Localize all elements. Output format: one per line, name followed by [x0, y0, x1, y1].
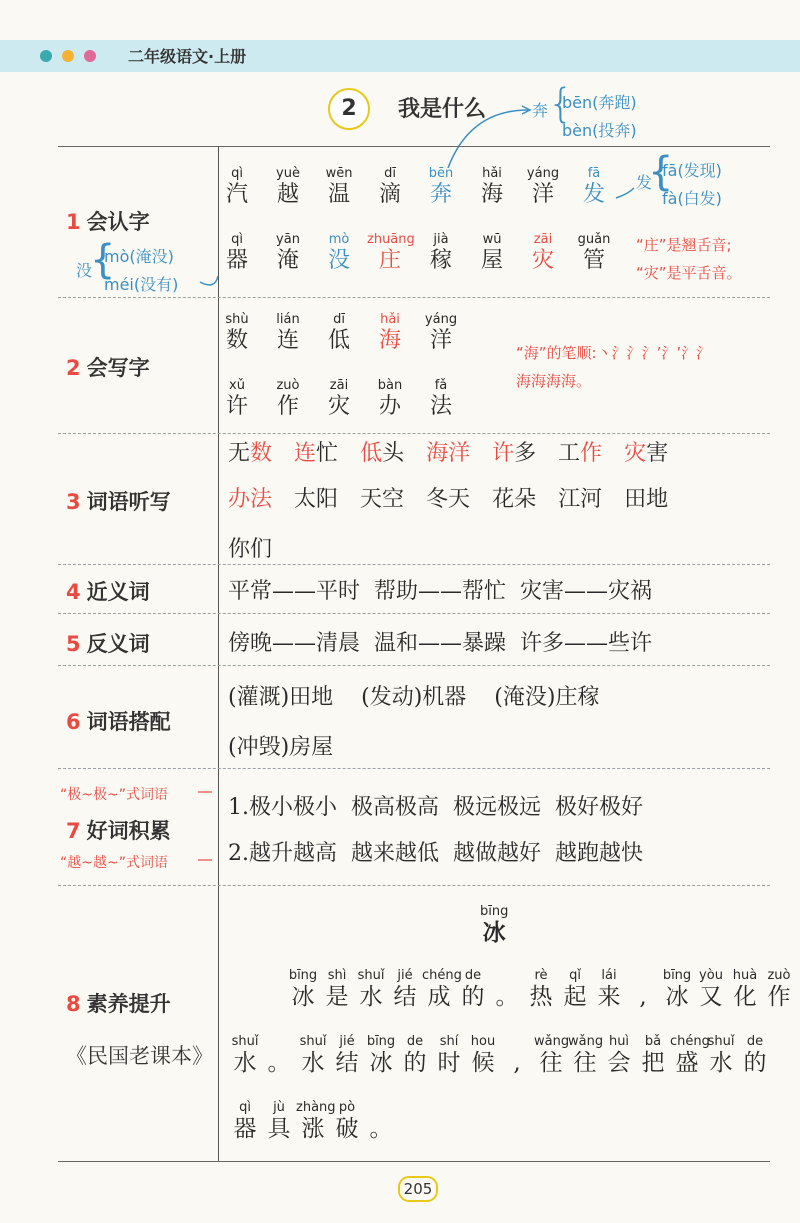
dictation-word: 花朵 [492, 487, 537, 512]
hanzi: 没 [327, 248, 350, 273]
dictation-word: 数 [250, 441, 273, 466]
pinyin: yān [276, 232, 300, 247]
character-card [418, 378, 464, 420]
character-card [316, 232, 362, 274]
hanzi: 。 [495, 984, 519, 1010]
dictation-word: 低 [360, 441, 383, 466]
dictation-word: 无 [228, 441, 251, 466]
pinyin [490, 968, 524, 983]
tone-note-line1: “庄”是翘舌音; [636, 236, 732, 254]
passage-character [568, 1034, 602, 1077]
pinyin: chéng [670, 1034, 710, 1049]
character-card [469, 232, 515, 274]
passage-character [286, 968, 320, 1011]
reading-line2 [228, 1034, 772, 1077]
reading-title: bīng 冰 [480, 904, 509, 946]
pinyin: shuǐ [357, 968, 385, 983]
hanzi: 起 [563, 984, 587, 1010]
dictation-word: 多 [514, 441, 537, 466]
passage-character [228, 1100, 262, 1143]
passage-character [738, 1034, 772, 1077]
passage-character [432, 1034, 466, 1077]
character-card [214, 166, 260, 208]
hanzi: 是 [325, 984, 349, 1010]
hanzi: 器 [225, 248, 248, 273]
lesson-number: 2 [328, 88, 370, 130]
pinyin: fā [587, 166, 601, 181]
character-card [265, 378, 311, 420]
hanzi: 灾 [531, 248, 554, 273]
pinyin: bīng [288, 968, 318, 983]
character-card [316, 312, 362, 354]
pinyin: hǎi [380, 312, 400, 327]
hanzi: 冰 [291, 984, 315, 1010]
character-card [520, 232, 566, 274]
dictation-word: 海洋 [426, 441, 471, 466]
hanzi: 结 [393, 984, 417, 1010]
passage-character [728, 968, 762, 1011]
dictation-line [228, 482, 668, 513]
hanzi: 往 [573, 1050, 597, 1076]
hanzi: 庄 [378, 248, 401, 273]
hanzi: 的 [403, 1050, 427, 1076]
pinyin: qì [231, 166, 243, 181]
pinyin: bēn [428, 166, 454, 181]
stroke-note-line1: “海”的笔顺:丶氵氵氵’氵’氵氵 [516, 344, 712, 362]
section-8-label: 8 素养提升 [66, 992, 171, 1016]
hanzi: 盛 [675, 1050, 699, 1076]
character-card [316, 378, 362, 420]
passage-character [354, 968, 388, 1011]
dictation-line [228, 436, 668, 467]
pinyin: fǎ [434, 378, 448, 393]
passage-character [262, 1100, 296, 1143]
pinyin: wǎng [568, 1034, 604, 1049]
dictation-word: 田地 [624, 487, 669, 512]
pinyin: yuè [276, 166, 300, 181]
yue-pattern-note: “越~越~”式词语 [60, 855, 168, 871]
dictation-word: 江河 [558, 487, 603, 512]
pinyin: de [406, 1034, 424, 1049]
character-card [418, 166, 464, 208]
pinyin: bǎ [644, 1034, 662, 1049]
passage-character [388, 968, 422, 1011]
pinyin: qì [231, 232, 243, 247]
passage-character [762, 968, 796, 1011]
passage-character [670, 1034, 710, 1077]
hanzi: 会 [607, 1050, 631, 1076]
character-card [214, 312, 260, 354]
pinyin: qǐ [569, 968, 581, 983]
pinyin: lái [601, 968, 617, 983]
passage-character [636, 1034, 670, 1077]
character-card [367, 232, 413, 274]
hanzi: 来 [597, 984, 621, 1010]
pinyin: bàn [377, 378, 403, 393]
passage-character [660, 968, 694, 1011]
hanzi: 洋 [531, 182, 554, 207]
hanzi: 冰 [665, 984, 689, 1010]
pinyin: hou [470, 1034, 496, 1049]
pinyin [500, 1034, 534, 1049]
passage-character [558, 968, 592, 1011]
book-title: 二年级语文·上册 [128, 47, 247, 66]
pinyin: jù [273, 1100, 285, 1115]
section-3-label: 3 词语听写 [66, 490, 171, 514]
hanzi: 涨 [301, 1116, 325, 1142]
hanzi: 法 [429, 394, 452, 419]
hanzi: 的 [743, 1050, 767, 1076]
hanzi: 水 [233, 1050, 257, 1076]
good-words-line2: 2.越升越高 越来越低 越做越好 越跑越快 [228, 841, 643, 866]
table-top-rule [58, 146, 770, 147]
passage-character [694, 968, 728, 1011]
hanzi: 低 [327, 328, 350, 353]
pinyin: hǎi [482, 166, 502, 181]
hanzi: 作 [767, 984, 791, 1010]
hanzi: 冰 [369, 1050, 393, 1076]
pinyin: shuǐ [299, 1034, 327, 1049]
passage-character [490, 968, 524, 1011]
passage-character [524, 968, 558, 1011]
passage-character [602, 1034, 636, 1077]
dictation-word: 作 [580, 441, 603, 466]
pinyin [262, 1034, 296, 1049]
hanzi: 连 [276, 328, 299, 353]
pinyin: lián [276, 312, 300, 327]
dictation-word: 太阳 [294, 487, 339, 512]
dictation-word: 连 [294, 441, 317, 466]
passage-character [296, 1100, 336, 1143]
collocation-line1: (灌溉)田地 (发动)机器 (淹没)庄稼 [228, 685, 600, 710]
ben-note-brace: { [548, 81, 574, 127]
hanzi: 屋 [480, 248, 503, 273]
character-card [418, 312, 464, 354]
pinyin: guǎn [577, 232, 611, 247]
passage-character [364, 1100, 398, 1143]
lesson-title: 我是什么 [398, 97, 487, 122]
section-2-label: 2 会写字 [66, 356, 150, 380]
section-6-label: 6 词语搭配 [66, 710, 171, 734]
passage-character [330, 1034, 364, 1077]
fa-note-line1: fā(发现) [662, 161, 722, 180]
dictation-word: 办法 [228, 487, 273, 512]
pinyin: de [464, 968, 482, 983]
character-card [265, 232, 311, 274]
passage-character [466, 1034, 500, 1077]
hanzi: 海 [480, 182, 503, 207]
pinyin: zuò [767, 968, 791, 983]
table-bottom-rule [58, 1161, 770, 1162]
pinyin: wū [482, 232, 502, 247]
collocation-line2: (冲毁)房屋 [228, 735, 334, 760]
pinyin: zāi [329, 378, 349, 393]
section-1-label: 1 会认字 [66, 210, 150, 234]
dictation-line [228, 532, 272, 563]
table-column-divider [218, 146, 219, 1161]
hanzi: 又 [699, 984, 723, 1010]
pinyin: bīng [366, 1034, 396, 1049]
mei-note-char: 没 [76, 261, 93, 280]
section-5-label: 5 反义词 [66, 632, 150, 656]
dictation-word: 害 [646, 441, 669, 466]
hanzi: , [639, 984, 647, 1010]
row-divider [58, 613, 770, 614]
synonym-line: 平常——平时 帮助——帮忙 灾害——灾祸 [228, 579, 652, 604]
pinyin: qì [239, 1100, 251, 1115]
character-card [265, 312, 311, 354]
hanzi: 作 [276, 394, 299, 419]
row-divider [58, 297, 770, 298]
hanzi: 洋 [429, 328, 452, 353]
pinyin: jié [397, 968, 413, 983]
hanzi: 候 [471, 1050, 495, 1076]
character-card [214, 378, 260, 420]
hanzi: 化 [733, 984, 757, 1010]
fa-note-char: 发 [636, 173, 653, 192]
character-card [367, 378, 413, 420]
dictation-word: 许 [492, 441, 515, 466]
pinyin: shuǐ [231, 1034, 259, 1049]
character-card [520, 166, 566, 208]
passage-character [456, 968, 490, 1011]
dictation-word: 你们 [228, 537, 273, 562]
old-textbook-label: 《民国老课本》 [66, 1044, 213, 1068]
section-7-label: 7 好词积累 [66, 819, 171, 843]
pinyin: shì [327, 968, 347, 983]
dictation-word: 冬天 [426, 487, 471, 512]
pinyin: zāi [533, 232, 553, 247]
hanzi: 器 [233, 1116, 257, 1142]
passage-character [296, 1034, 330, 1077]
dictation-word: 忙 [316, 441, 339, 466]
fa-note-brace: { [648, 149, 674, 195]
row-divider [58, 768, 770, 769]
dictation-word: 头 [382, 441, 405, 466]
pinyin: bīng [662, 968, 692, 983]
pinyin: dī [333, 312, 345, 327]
hanzi: 把 [641, 1050, 665, 1076]
pinyin: zuò [276, 378, 300, 393]
tone-note-line2: “灾”是平舌音。 [636, 264, 742, 282]
pinyin: pò [338, 1100, 356, 1115]
pinyin [626, 968, 660, 983]
hanzi: 具 [267, 1116, 291, 1142]
hanzi: 温 [327, 182, 350, 207]
hanzi: 水 [301, 1050, 325, 1076]
ben-note-char: 奔 [532, 101, 549, 120]
character-card [214, 232, 260, 274]
hanzi: 时 [437, 1050, 461, 1076]
pinyin: jié [339, 1034, 355, 1049]
row-divider [58, 433, 770, 434]
dictation-word: 天空 [360, 487, 405, 512]
pinyin: dī [384, 166, 396, 181]
reading-line1 [286, 968, 796, 1011]
passage-character [592, 968, 626, 1011]
dictation-word: 灾 [624, 441, 647, 466]
pinyin: zhuāng [367, 232, 415, 247]
hanzi: 。 [267, 1050, 291, 1076]
hanzi: 淹 [276, 248, 299, 273]
hanzi: 发 [582, 182, 605, 207]
passage-character [398, 1034, 432, 1077]
pinyin: de [746, 1034, 764, 1049]
hanzi: 管 [582, 248, 605, 273]
row-divider [58, 665, 770, 666]
character-card [571, 166, 617, 208]
character-card [316, 166, 362, 208]
hanzi: 稼 [429, 248, 452, 273]
passage-character [320, 968, 354, 1011]
row-divider [58, 885, 770, 886]
hanzi: 的 [461, 984, 485, 1010]
page-number: 205 [398, 1176, 438, 1202]
hanzi: 汽 [225, 182, 248, 207]
pinyin [364, 1100, 398, 1115]
pinyin: rè [534, 968, 548, 983]
hanzi: 灾 [327, 394, 350, 419]
pinyin: chéng [422, 968, 462, 983]
character-card [469, 166, 515, 208]
hanzi: 越 [276, 182, 299, 207]
hanzi: 数 [225, 328, 248, 353]
hanzi: 办 [378, 394, 401, 419]
pinyin: shuǐ [707, 1034, 735, 1049]
pinyin: wēn [325, 166, 353, 181]
hanzi: 热 [529, 984, 553, 1010]
antonym-line: 傍晚——清晨 温和——暴躁 许多——些许 [228, 631, 652, 656]
dictation-word: 工 [558, 441, 581, 466]
pinyin: mò [328, 232, 350, 247]
passage-character [330, 1100, 364, 1143]
passage-character [500, 1034, 534, 1077]
mei-note-line1: mò(淹没) [104, 247, 174, 266]
passage-character [364, 1034, 398, 1077]
passage-character [534, 1034, 568, 1077]
hanzi: 奔 [429, 182, 452, 207]
pinyin: yáng [526, 166, 560, 181]
character-card [418, 232, 464, 274]
ben-note-line1: bēn(奔跑) [562, 93, 637, 112]
hanzi: 。 [369, 1116, 393, 1142]
pinyin: yáng [424, 312, 458, 327]
pinyin: zhàng [296, 1100, 336, 1115]
pinyin: wǎng [534, 1034, 570, 1049]
pinyin: jià [433, 232, 449, 247]
section-4-label: 4 近义词 [66, 580, 150, 604]
hanzi: 破 [335, 1116, 359, 1142]
pinyin: yòu [699, 968, 723, 983]
hanzi: 许 [225, 394, 248, 419]
passage-character [422, 968, 462, 1011]
pinyin: huì [608, 1034, 630, 1049]
character-card [265, 166, 311, 208]
fa-note-line2: fà(白发) [662, 189, 722, 208]
hanzi: , [513, 1050, 521, 1076]
pinyin: huà [732, 968, 758, 983]
hanzi: 成 [427, 984, 451, 1010]
hanzi: 往 [539, 1050, 563, 1076]
good-words-line1: 1.极小极小 极高极高 极远极远 极好极好 [228, 795, 643, 820]
mei-note-brace: { [90, 237, 116, 283]
character-card [367, 312, 413, 354]
pinyin: shù [225, 312, 249, 327]
passage-character [704, 1034, 738, 1077]
hanzi: 海 [378, 328, 401, 353]
hanzi: 滴 [378, 182, 401, 207]
passage-character [228, 1034, 262, 1077]
hanzi: 水 [359, 984, 383, 1010]
character-card [367, 166, 413, 208]
ben-note-line2: bèn(投奔) [562, 121, 637, 140]
reading-line3 [228, 1100, 398, 1143]
hanzi: 结 [335, 1050, 359, 1076]
character-card [571, 232, 617, 274]
passage-character [262, 1034, 296, 1077]
ji-pattern-note: “极~极~”式词语 [60, 787, 168, 803]
stroke-note-line2: 海海海海。 [516, 372, 592, 390]
row-divider [58, 564, 770, 565]
mei-note-line2: méi(没有) [104, 275, 179, 294]
pinyin: shí [439, 1034, 459, 1049]
hanzi: 水 [709, 1050, 733, 1076]
pinyin: xǔ [229, 378, 245, 393]
passage-character [626, 968, 660, 1011]
